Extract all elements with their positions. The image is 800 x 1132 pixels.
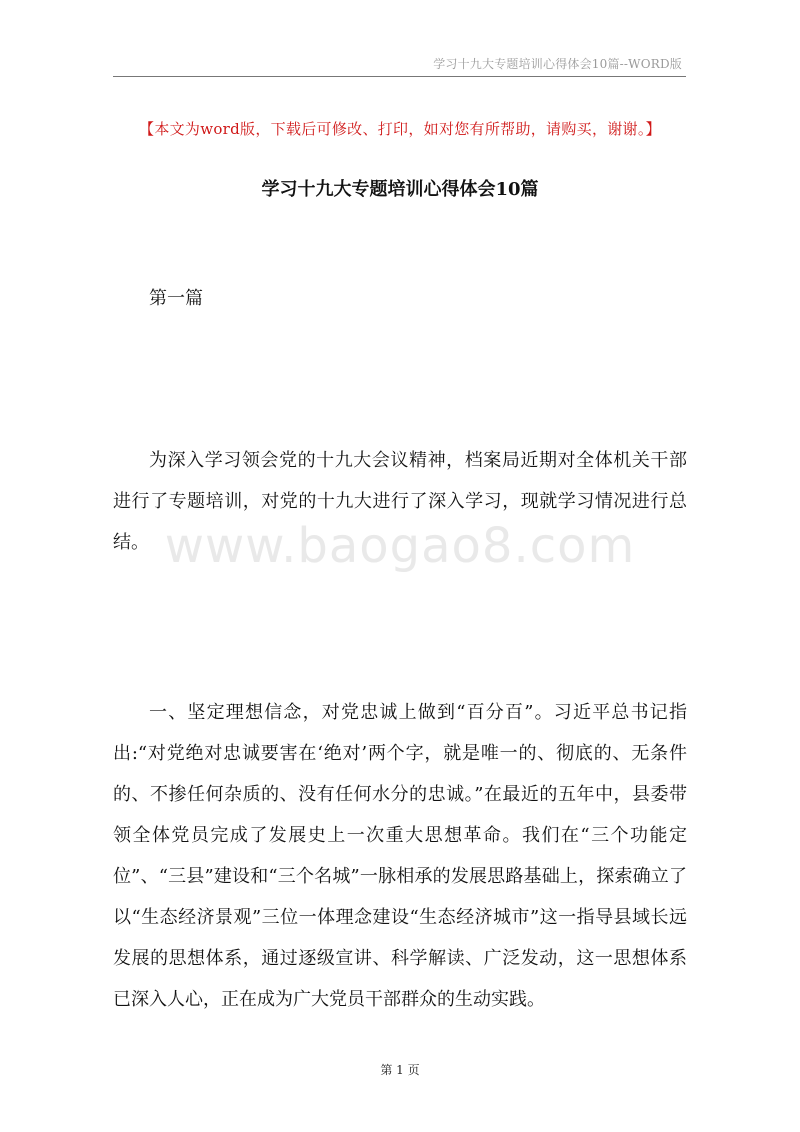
purchase-notice: 【本文为word版，下载后可修改、打印，如对您有所帮助，请购买，谢谢。】 [139,120,661,138]
site-watermark: www.baogao8.com [164,518,636,574]
section-heading: 第一篇 [149,288,203,309]
body-paragraph-1: 为深入学习领会党的十九大会议精神，档案局近期对全体机关干部进行了专题培训，对党的十九大进行了深入学习，现就学习情况进行总结。 [113,450,687,553]
document-title: 学习十九大专题培训心得体会10篇 [261,179,539,200]
running-header: 学习十九大专题培训心得体会10篇--WORD版 [433,57,682,71]
body-paragraph-2: 一、坚定理想信念，对党忠诚上做到“百分百”。习近平总书记指出:“对党绝对忠诚要害在‘绝对’两个字，就是唯一的、彻底的、无条件的、不掺任何杂质的、没有任何水分的忠诚。”在最近的五年中，县委带领全体党员完成了发展史上一次重大思想革命。我们在“三个功能定位”、“三县”建设和“三个名城”一脉相承的发展思路基础上，探索确立了以“生态经济景观”三位一体理念建设“生态经济城市”这一指导县域长远发展的思想体系，通过逐级宣讲、科学解读、广泛发动，这一思想体系已深入人心，正在成为广大党员干部群众的生动实践。 [113,702,687,1010]
page-number: 第 1 页 [380,1063,420,1077]
header-rule [113,76,686,77]
